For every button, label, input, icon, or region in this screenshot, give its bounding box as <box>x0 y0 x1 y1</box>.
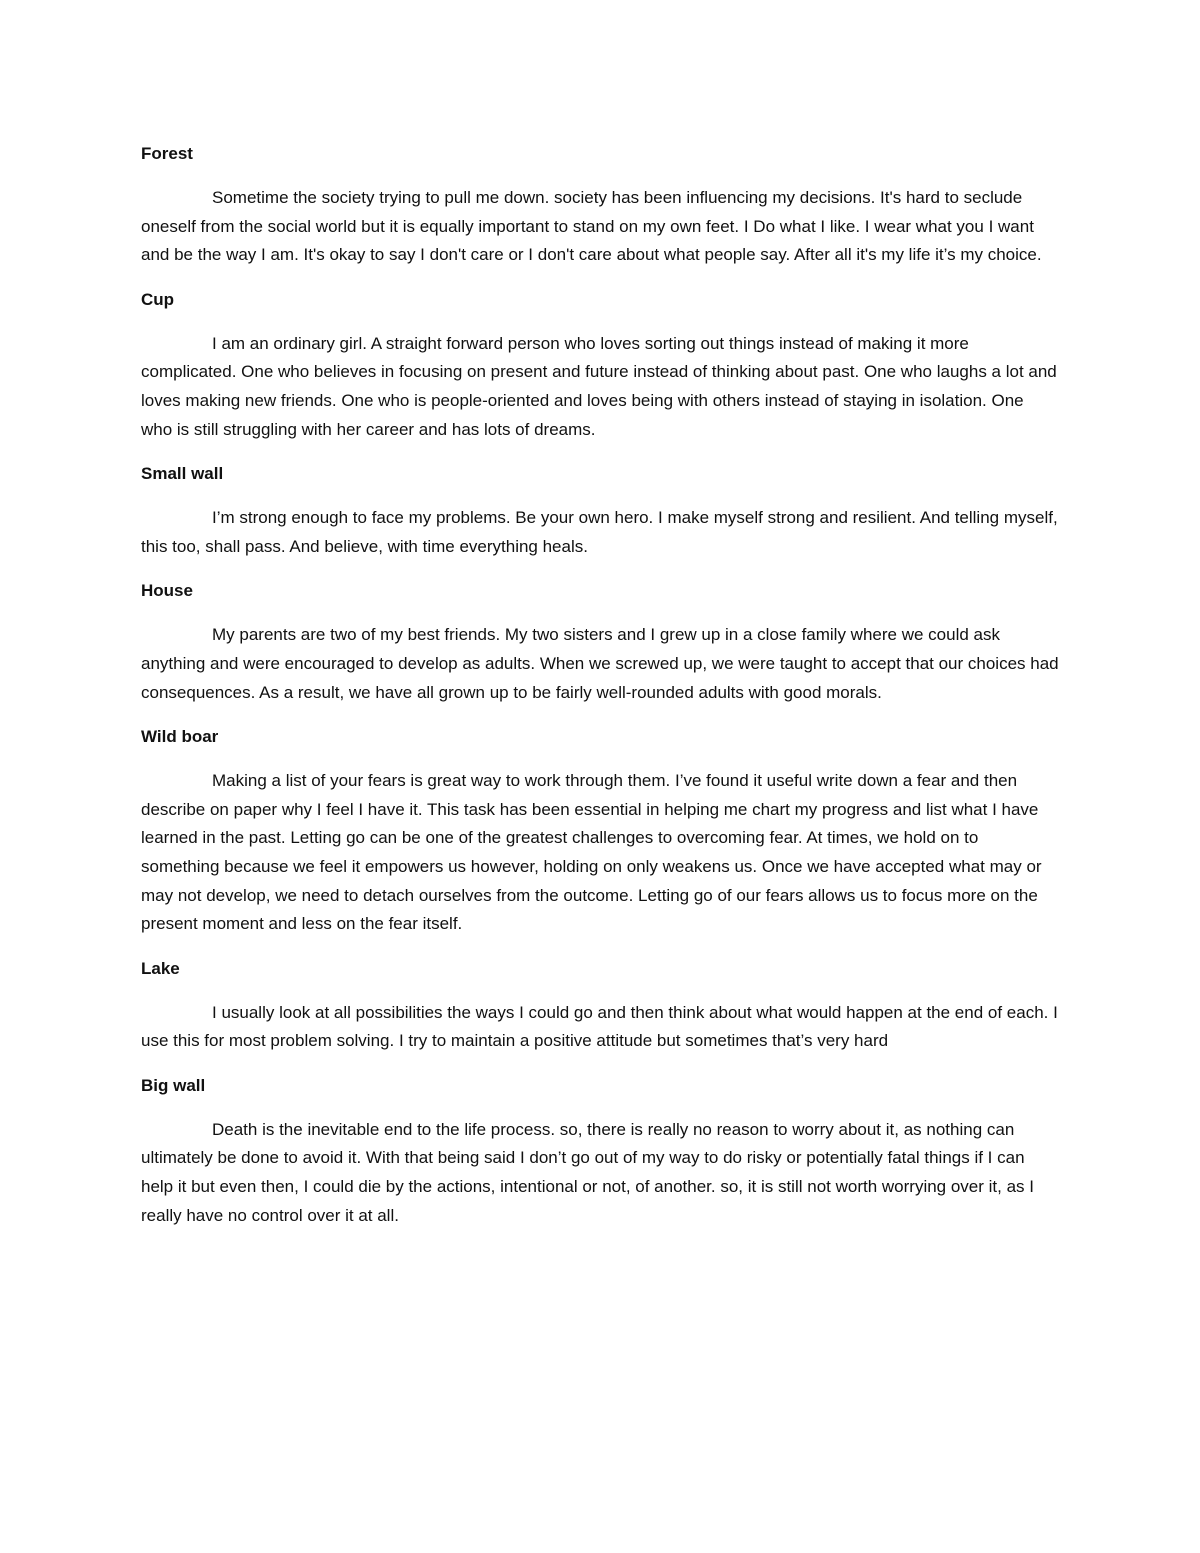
section-paragraph: I am an ordinary girl. A straight forward person who loves sorting out things instead of making it more complicated. One who believes in focusing on present and future instead of thinking about past. One who laughs a lot and loves making new friends. One who is people-oriented and loves being with others instead of staying in isolation. One who is still struggling with her career and has lots of dreams. <box>141 333 1057 439</box>
section-paragraph: Making a list of your fears is great way to work through them. I’ve found it useful write down a fear and then describe on paper why I feel I have it. This task has been essential in helping me chart my progress and list what I have learned in the past. Letting go can be one of the greatest challenges to overcoming fear. At times, we hold on to something because we feel it empowers us however, holding on only weakens us. Once we have accepted what may or may not develop, we need to detach ourselves from the outcome. Letting go of our fears allows us to focus more on the present moment and less on the fear itself. <box>141 771 1042 934</box>
section-paragraph: I usually look at all possibilities the ways I could go and then think about what would happen at the end of each. I use this for most problem solving. I try to maintain a positive attitude but sometimes that’s very hard <box>141 1002 1058 1051</box>
section-big-wall <box>141 1072 1059 1230</box>
section-forest <box>141 140 1059 270</box>
section-heading: Wild boar <box>141 727 219 747</box>
section-lake <box>141 955 1059 1056</box>
section-house <box>141 577 1059 707</box>
document-page <box>141 140 1059 1246</box>
section-paragraph: Sometime the society trying to pull me down. society has been influencing my decisions. It's hard to seclude oneself from the social world but it is equally important to stand on my own feet. I Do what I like. I wear what you I want and be the way I am. It's okay to say I don't care or I don't care about what people say. After all it's my life it’s my choice. <box>141 188 1042 265</box>
section-heading: Small wall <box>141 464 224 484</box>
section-paragraph: Death is the inevitable end to the life process. so, there is really no reason to worry about it, as nothing can ultimately be done to avoid it. With that being said I don’t go out of my way to do risky or potentially fatal things if I can help it but even then, I could die by the actions, intentional or not, of another. so, it is still not worth worrying over it, as I really have no control over it at all. <box>141 1119 1034 1225</box>
section-wild-boar <box>141 723 1059 939</box>
section-heading: Big wall <box>141 1075 206 1095</box>
section-paragraph: My parents are two of my best friends. My two sisters and I grew up in a close family where we could ask anything and were encouraged to develop as adults. When we screwed up, we were taught to accept that our choices had consequences. As a result, we have all grown up to be fairly well-rounded adults with good morals. <box>141 625 1059 702</box>
section-paragraph: I’m strong enough to face my problems. Be your own hero. I make myself strong and resilient. And telling myself, this too, shall pass. And believe, with time everything heals. <box>141 508 1058 556</box>
section-cup <box>141 286 1059 444</box>
section-heading: House <box>141 581 193 601</box>
section-heading: Cup <box>141 289 175 309</box>
section-heading: Lake <box>141 958 180 978</box>
section-heading: Forest <box>141 144 193 163</box>
section-small-wall <box>141 460 1059 561</box>
